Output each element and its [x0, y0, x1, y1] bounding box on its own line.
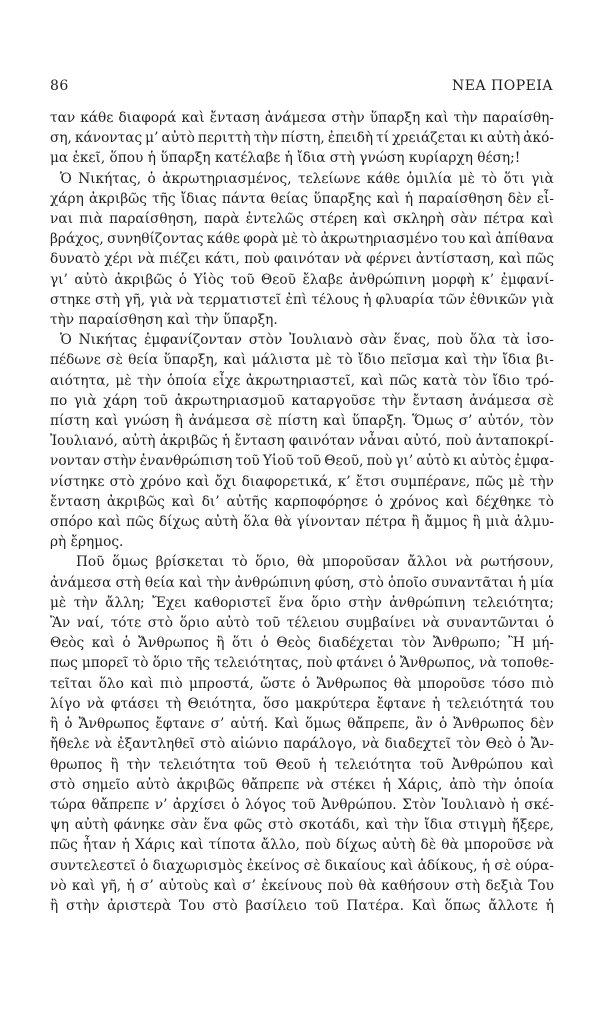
text-line: λίγο νὰ φτάσει τὴ Θειότητα, ὅσο μακρύτερα ἔφτανε ἡ τελειότητά του [50, 695, 554, 712]
text-line: νίστηκε στὸ χρόνο καὶ ὄχι διαφορετικά, κ’ ἔτσι συμπέρανε, πῶς μὲ τὴν [50, 473, 554, 490]
text-line: θρωπος ἢ τὴν τελειότητα τοῦ Θεοῦ ἡ τελειότητα τοῦ Ἀνθρώπου καὶ [50, 756, 554, 773]
text-line: ἔνταση ἀκριβῶς καὶ δι’ αὐτῆς καρποφόρησε ὁ χρόνος καὶ δέχθηκε τὸ [50, 493, 554, 510]
text-line: δυνατὸ χέρι νὰ πιέζει κάτι, ποὺ φαινόταν νὰ φέρνει ἀντίσταση, καὶ πῶς [50, 251, 554, 268]
text-line: βράχος, συνηθίζοντας κάθε φορὰ μὲ τὸ ἀκρωτηριασμένο του καὶ ἀπίθανα [50, 231, 554, 248]
text-line: Ποῦ ὅμως βρίσκεται τὸ ὅριο, θὰ μποροῦσαν ἄλλοι νὰ ρωτήσουν, [76, 554, 554, 571]
paragraph [50, 552, 554, 916]
text-line: ρὴ ἔρημος. [50, 534, 124, 551]
text-line: σπόρο καὶ πῶς δίχως αὐτὴ ὅλα θὰ γίνονταν πέτρα ἢ ἄμμος ἢ μιὰ ἁλμυ- [50, 514, 554, 531]
text-line: στὸ σημεῖο αὐτὸ ἀκριβῶς θἄπρεπε νὰ στέκει ἡ Χάρις, ἀπὸ τὴν ὁποία [50, 776, 554, 793]
page-number: 86 [50, 78, 69, 94]
text-line: ψη αὐτὴ φάνηκε σὰν ἕνα φῶς στὸ σκοτάδι, καὶ τὴν ἴδια στιγμὴ ἤξερε, [50, 817, 554, 834]
text-line: πο γιὰ χάρη τοῦ ἀκρωτηριασμοῦ καταργοῦσε τὴν ἔνταση ἀνάμεσα σὲ [50, 392, 554, 409]
text-line: γι’ αὐτὸ ἀκριβῶς ὁ Υἱὸς τοῦ Θεοῦ ἔλαβε ἀνθρώπινη μορφὴ κ’ ἐμφανί- [50, 271, 554, 288]
paragraph [50, 330, 554, 552]
text-line: ναι πιὰ παραίσθηση, παρὰ ἐντελῶς στέρεη καὶ σκληρὴ σὰν πέτρα καὶ [50, 211, 554, 228]
paragraph [50, 108, 554, 169]
text-line: χάρη ἀκριβῶς τῆς ἴδιας πάντα θείας ὕπαρξης καὶ ἡ παραίσθηση δὲν εἶ- [50, 190, 554, 207]
text-line: νονταν στὴν ἐνανθρώπιση τοῦ Υἱοῦ τοῦ Θεοῦ, ποὺ γι’ αὐτὸ κι αὐτὸς ἐμφα- [50, 453, 554, 470]
text-line: τώρα θἄπρεπε ν’ ἀρχίσει ὁ λόγος τοῦ Ἀνθρώπου. Στὸν Ἰουλιανὸ ἡ σκέ- [50, 796, 554, 813]
text-line: Ὁ Νικήτας, ὁ ἀκρωτηριασμένος, τελείωνε κάθε ὁμιλία μὲ τὸ ὅτι γιὰ [60, 170, 554, 187]
text-line: Ἂν ναί, τότε στὸ ὅριο αὐτὸ τοῦ τέλειου συμβαίνει νὰ συναντῶνται ὁ [50, 615, 554, 632]
text-line: ἤθελε νὰ ἐξαντληθεῖ στὸ αἰώνιο παράλογο, νὰ διαδεχτεῖ τὸν Θεὸ ὁ Ἄν- [50, 736, 554, 753]
text-line: ταν κάθε διαφορά καὶ ἔνταση ἀνάμεσα στὴν ὕπαρξη καὶ τὴν παραίσθη- [50, 110, 554, 126]
text-line: πίστη καὶ γνώση ἢ ἀνάμεσα σὲ πίστη καὶ ὕπαρξη. Ὅμως σ’ αὐτόν, τὸν [50, 413, 554, 430]
text-line: ἢ ὁ Ἄνθρωπος ἔφτανε σ’ αὐτή. Καὶ ὅμως θἄπρεπε, ἂν ὁ Ἄνθρωπος δὲν [50, 716, 554, 733]
text-line: ση, κάνοντας μ’ αὐτὸ περιττὴ τὴν πίστη, ἐπειδὴ τί χρειάζεται κι αὐτὴ ἀκό- [50, 130, 554, 147]
text-line: πῶς ἦταν ἡ Χάρις καὶ τίποτα ἄλλο, ποὺ δίχως αὐτὴ δὲ θὰ μποροῦσε νὰ [50, 837, 554, 854]
text-line: ἢ στὴν ἀριστερὰ Του στὸ βασίλειο τοῦ Πατέρα. Καὶ ὅπως ἄλλοτε ἡ [50, 897, 554, 914]
text-line: αιότητα, μὲ τὴν ὁποία εἶχε ἀκρωτηριαστεῖ, καὶ πῶς κατὰ τὸν ἴδιο τρό- [50, 372, 554, 389]
paragraph [50, 169, 554, 331]
text-line: ἀνάμεσα στὴ θεία καὶ τὴν ἀνθρώπινη φύση, στὸ ὁποῖο συναντᾶται ἡ μία [50, 574, 554, 591]
text-line: συντελεστεῖ ὁ διαχωρισμὸς ἐκείνος σὲ δικαίους καὶ ἀδίκους, ἡ σὲ ούρα- [50, 857, 554, 874]
text-line: μα ἐκεῖ, ὅπου ἡ ὕπαρξη κατέλαβε ἡ ἴδια στὴ γνώση κυρίαρχη θέση;! [50, 150, 521, 167]
text-line: Θεὸς καὶ ὁ Ἄνθρωπος ἢ ὅτι ὁ Θεὸς διαδέχεται τὸν Ἄνθρωπο; Ἢ μή- [50, 635, 554, 652]
text-line: πέδωνε σὲ θεία ὕπαρξη, καὶ μάλιστα μὲ τὸ ἴδιο πεῖσμα καὶ τὴν ἴδια βι- [50, 352, 554, 369]
text-line: στηκε στὴ γῆ, γιὰ νὰ τερματιστεῖ ἐπὶ τέλους ἡ φλυαρία τῶν ἐθνικῶν γιὰ [50, 291, 554, 308]
text-line: τὴν παραίσθηση καὶ τὴν ὕπαρξη. [50, 312, 278, 329]
text-line: Ἰουλιανό, αὐτὴ ἀκριβῶς ἡ ἔνταση φαινόταν νἆναι αὐτό, ποὺ ἀνταποκρί- [50, 433, 554, 450]
text-line: πως μπορεῖ τὸ ὅριο τῆς τελειότητας, ποὺ φτάνει ὁ Ἄνθρωπος, νὰ τοποθε- [50, 655, 554, 672]
text-line: μὲ τὴν ἄλλη; Ἔχει καθοριστεῖ ἕνα ὅριο στὴν ἀνθρώπινη τελειότητα; [50, 594, 554, 611]
page-header [50, 78, 553, 94]
text-line: νὸ καὶ γῆ, ἡ σ’ αὐτοὺς καὶ σ’ ἐκείνους ποὺ θὰ καθήσουν στὴ δεξιὰ Του [50, 877, 554, 894]
text-line: Ὁ Νικήτας ἐμφανίζονταν στὸν Ἰουλιανὸ σὰν ἕνας, ποὺ ὅλα τὰ ἰσο- [60, 332, 554, 349]
body-text [50, 108, 554, 916]
text-line: τεῖται ὅλο καὶ πιὸ μπροστά, ὥστε ὁ Ἄνθρωπος θὰ μποροῦσε τόσο πιὸ [50, 675, 554, 692]
running-title: ΝΕΑ ΠΟΡΕΙΑ [452, 78, 553, 94]
